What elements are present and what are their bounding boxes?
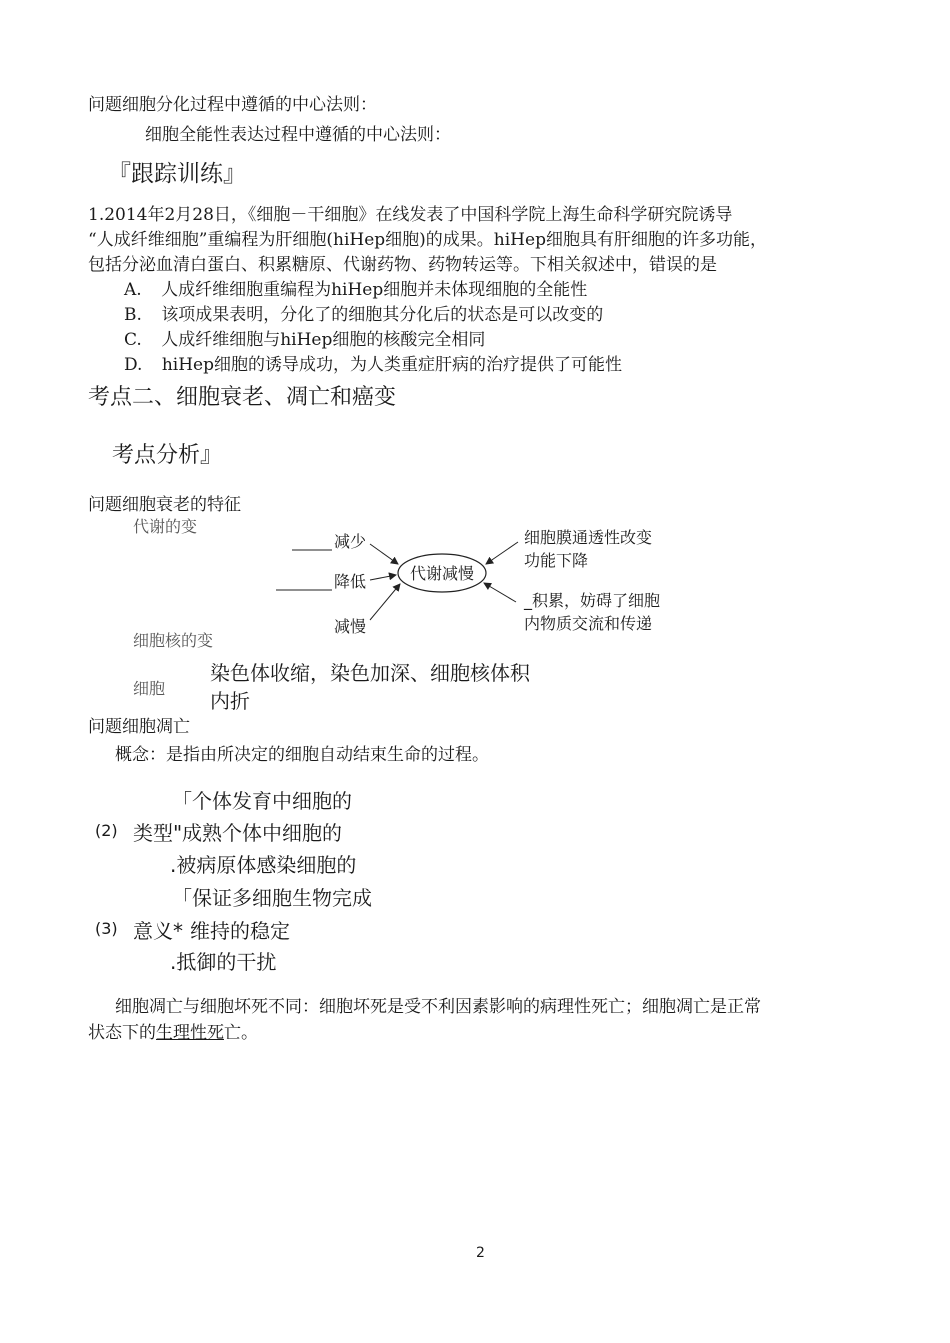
cell-label: 细胞 bbox=[133, 679, 166, 698]
option-text: 人成纤维细胞与hiHep细胞的核酸完全相同 bbox=[161, 330, 486, 350]
option-letter: D. bbox=[124, 355, 143, 375]
question-1-stem-line-3: 包括分泌血清白蛋白、积累糖原、代谢药物、药物转运等。下相关叙述中，错误的是 bbox=[88, 255, 717, 275]
arrow bbox=[484, 583, 516, 602]
option-d[interactable] bbox=[124, 350, 622, 375]
meaning-item-1: 「保证多细胞生物完成 bbox=[172, 886, 372, 910]
center-label: 代谢减慢 bbox=[409, 564, 475, 583]
left-item-slow: 减慢 bbox=[334, 617, 367, 636]
compare-line-2 bbox=[88, 1018, 258, 1043]
meaning-label: 意义* bbox=[133, 919, 183, 943]
type-item-1: 「个体发育中细胞的 bbox=[172, 789, 352, 813]
nucleus-text-line-1: 染色体收缩，染色加深、细胞核体积 bbox=[210, 661, 530, 685]
type-item-2: 成熟个体中细胞的 bbox=[182, 821, 342, 845]
option-letter: C. bbox=[124, 330, 142, 350]
meaning-item-2: 维持的稳定 bbox=[190, 919, 290, 943]
question-1-stem-line-1: 1.2014年2月28日，《细胞－干细胞》在线发表了中国科学院上海生命科学研究院诱导 bbox=[88, 205, 733, 225]
compare-underlined-term: 生理性死 bbox=[156, 1023, 224, 1043]
types-number: (2) bbox=[95, 821, 118, 840]
meaning-number: (3) bbox=[95, 919, 118, 938]
compare-line-1: 细胞凋亡与细胞坏死不同：细胞坏死是受不利因素影响的病理性死亡；细胞凋亡是正常 bbox=[115, 997, 761, 1017]
meaning-item-3: .抵御的干扰 bbox=[170, 950, 277, 974]
option-letter: B. bbox=[124, 305, 142, 325]
page-number: 2 bbox=[476, 1245, 485, 1261]
question-1-stem-line-2: “人成纤维细胞”重编程为肝细胞(hiHep细胞)的成果。hiHep细胞具有肝细胞的许多功能， bbox=[88, 230, 767, 250]
right-bottom-line-2: 内物质交流和传递 bbox=[524, 614, 653, 633]
compare-suffix: 亡。 bbox=[224, 1023, 258, 1043]
section-2-analysis-heading: 考点分析』 bbox=[112, 443, 223, 468]
right-bottom-line-1: _积累，妨碍了细胞 bbox=[524, 591, 661, 610]
nucleus-text-line-2: 内折 bbox=[210, 689, 250, 713]
apoptosis-heading: 问题细胞凋亡 bbox=[88, 717, 190, 737]
arrow bbox=[370, 544, 398, 564]
central-dogma-line-1: 问题细胞分化过程中遵循的中心法则： bbox=[88, 95, 377, 115]
option-letter: A. bbox=[124, 280, 142, 300]
option-text: hiHep细胞的诱导成功，为人类重症肝病的治疗提供了可能性 bbox=[161, 355, 622, 375]
left-item-decrease: 减少 bbox=[334, 532, 367, 551]
option-text: 该项成果表明，分化了的细胞其分化后的状态是可以改变的 bbox=[161, 305, 604, 325]
arrow bbox=[370, 575, 396, 580]
arrow bbox=[370, 584, 400, 620]
option-text: 人成纤维细胞重编程为hiHep细胞并未体现细胞的全能性 bbox=[161, 280, 588, 300]
aging-heading: 问题细胞衰老的特征 bbox=[88, 495, 241, 515]
aging-metabolism-diagram bbox=[270, 520, 710, 640]
arrow bbox=[486, 542, 518, 564]
tracking-heading: 『跟踪训练』 bbox=[108, 161, 246, 187]
option-a[interactable] bbox=[124, 275, 587, 300]
types-label: 类型" bbox=[133, 821, 183, 845]
central-dogma-line-2: 细胞全能性表达过程中遵循的中心法则： bbox=[145, 125, 451, 145]
right-top-line-1: 细胞膜通透性改变 bbox=[524, 528, 653, 547]
right-top-line-2: 功能下降 bbox=[524, 551, 589, 570]
type-item-3: .被病原体感染细胞的 bbox=[170, 853, 357, 877]
option-c[interactable] bbox=[124, 325, 485, 350]
metabolism-change-label: 代谢的变 bbox=[133, 517, 198, 536]
nucleus-change-label: 细胞核的变 bbox=[133, 631, 214, 650]
left-item-lower: 降低 bbox=[334, 572, 367, 591]
section-2-title: 考点二、细胞衰老、凋亡和癌变 bbox=[88, 385, 397, 410]
apoptosis-concept: 概念：是指由所决定的细胞自动结束生命的过程。 bbox=[115, 745, 489, 765]
compare-prefix: 状态下的 bbox=[88, 1023, 156, 1043]
option-b[interactable] bbox=[124, 300, 603, 325]
